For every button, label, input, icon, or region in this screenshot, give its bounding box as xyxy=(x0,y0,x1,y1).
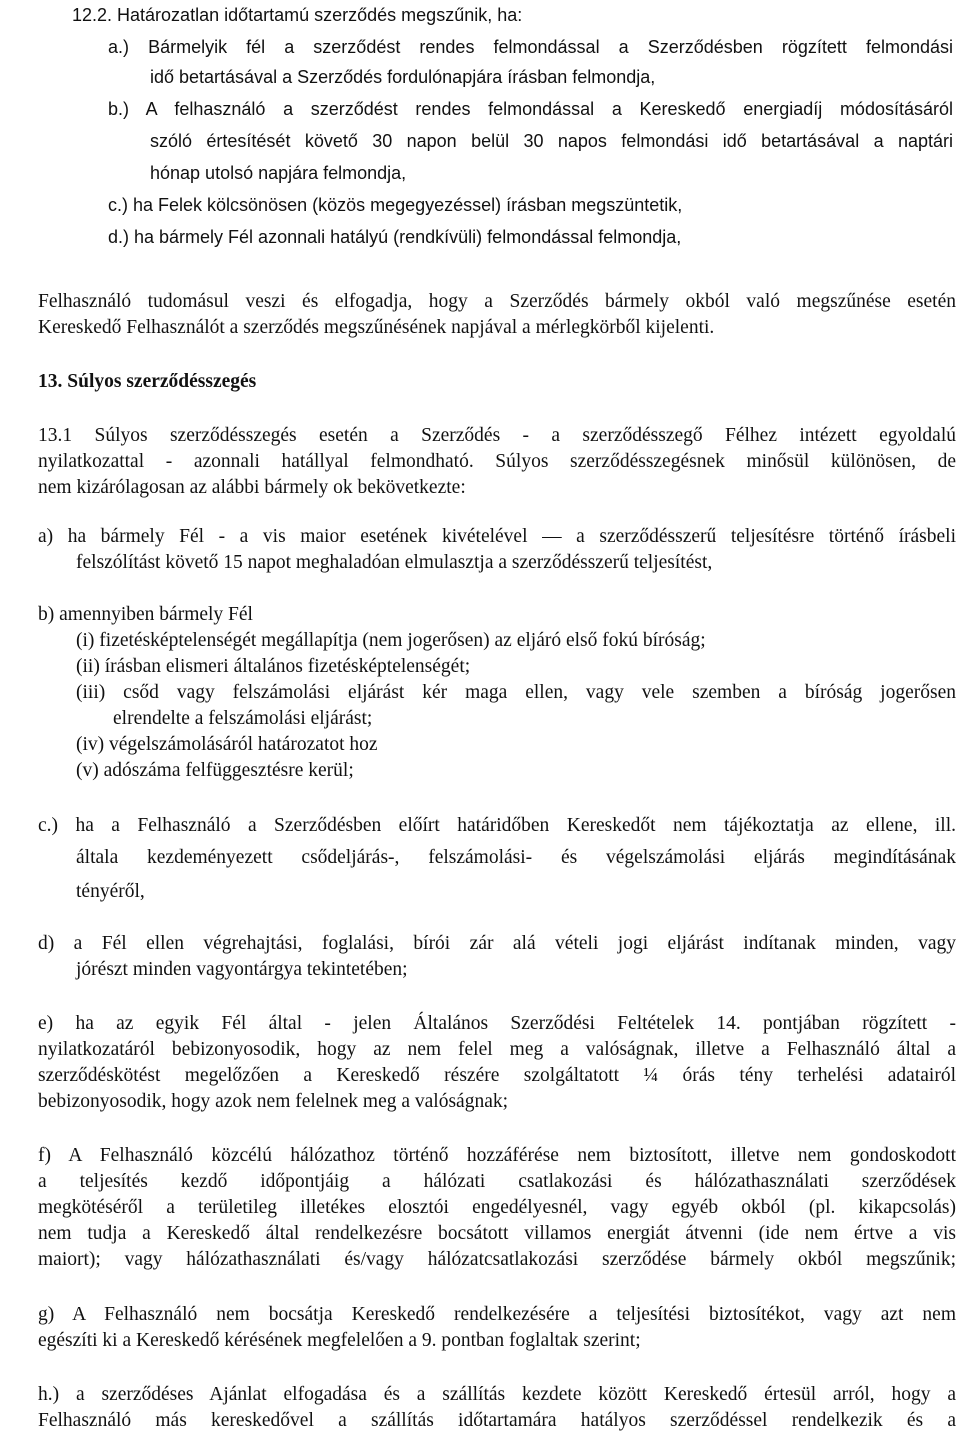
text-line: felszólítást követő 15 napot meghaladóan elmulasztja a szerződésszerű teljesítést, xyxy=(76,552,713,573)
text-line: tényéről, xyxy=(76,881,145,902)
text-line: (i) fizetésképtelenségét megállapítja (nem jogerősen) az eljáró első fokú bíróság; xyxy=(76,630,706,651)
text-line: bebizonyosodik, hogy azok nem felelnek meg a valóságnak; xyxy=(38,1091,509,1112)
text-line: szerződéskötést megelőzően a Kereskedő részére szolgáltatott ¼ órás tény terhelési adatairól xyxy=(38,1065,956,1086)
text-line: hónap utolsó napjára felmondja, xyxy=(150,163,407,183)
text-line: d.) ha bármely Fél azonnali hatályú (rendkívüli) felmondással felmondja, xyxy=(108,227,682,247)
text-line: a teljesítés kezdő időpontjáig a hálózati csatlakozási és hálózathasználati szerződések xyxy=(38,1171,956,1192)
text-line: nem tudja a Kereskedő által rendelkezésre bocsátott villamos energiát átvenni (ide nem értve a vis xyxy=(38,1223,956,1244)
text-line: egészíti ki a Kereskedő kérésének megfelelően a 9. pontban foglaltak szerint; xyxy=(38,1330,641,1351)
text-line: jórészt minden vagyontárgya tekintetében; xyxy=(76,959,408,980)
text-line: (ii) írásban elismeri általános fizetésképtelenségét; xyxy=(76,656,471,677)
text-line: (iii) csőd vagy felszámolási eljárást kér maga ellen, vagy vele szemben a bíróság jogerősen xyxy=(76,682,956,703)
text-line: (v) adószáma felfüggesztésre kerül; xyxy=(76,760,354,781)
text-line: nyilatkozatáról bebizonyosodik, hogy az nem felel meg a valóságnak, illetve a Felhasználó által a xyxy=(38,1039,956,1060)
text-line: megkötéséről a területileg illetékes elosztói engedélyesnél, vagy egyéb okból (pl. kikapcsolás) xyxy=(38,1197,956,1218)
text-line: Kereskedő Felhasználót a szerződés megszűnésének napjával a mérlegkörből kijelenti. xyxy=(38,317,715,338)
text-line: a) ha bármely Fél - a vis maior esetének kivételével — a szerződésszerű teljesítésre történő írásbeli xyxy=(38,526,956,547)
text-line: 13.1 Súlyos szerződésszegés esetén a Szerződés - a szerződésszegő Félhez intézett egyoldalú xyxy=(38,425,956,446)
text-line: g) A Felhasználó nem bocsátja Kereskedő rendelkezésére a teljesítési biztosítékot, vagy azt nem xyxy=(38,1304,956,1325)
text-line: (iv) végelszámolásáról határozatot hoz xyxy=(76,734,378,755)
text-line: elrendelte a felszámolási eljárást; xyxy=(113,708,373,729)
text-line: Felhasználó más kereskedővel a szállítás időtartamára hatályos szerződéssel rendelkezik és a xyxy=(38,1410,956,1431)
text-line: idő betartásával a Szerződés fordulónapjára írásban felmondja, xyxy=(150,67,656,87)
text-line: szóló értesítését követő 30 napon belül 30 napos felmondási idő betartásával a naptári xyxy=(150,131,953,151)
text-line: a.) Bármelyik fél a szerződést rendes felmondással a Szerződésben rögzített felmondási xyxy=(108,37,953,57)
text-line: Felhasználó tudomásul veszi és elfogadja, hogy a Szerződés bármely okból való megszűnése esetén xyxy=(38,291,956,312)
text-line: h.) a szerződéses Ajánlat elfogadása és a szállítás kezdete között Kereskedő értesül arról, hogy a xyxy=(38,1384,956,1405)
text-line: általa kezdeményezett csődeljárás-, felszámolási- és végelszámolási eljárás megindításának xyxy=(76,847,956,868)
text-line: b.) A felhasználó a szerződést rendes felmondással a Kereskedő energiadíj módosításáról xyxy=(108,99,953,119)
text-line: d) a Fél ellen végrehajtási, foglalási, bírói zár alá vételi jogi eljárást indítanak minden, vagy xyxy=(38,933,956,954)
text-line: nem kizárólagosan az alábbi bármely ok bekövetkezte: xyxy=(38,477,466,498)
text-line: b) amennyiben bármely Fél xyxy=(38,604,253,625)
section-heading: 13. Súlyos szerződésszegés xyxy=(38,371,257,392)
text-line: e) ha az egyik Fél által - jelen Általános Szerződési Feltételek 14. pontjában rögzített - xyxy=(38,1013,956,1034)
text-line: c.) ha a Felhasználó a Szerződésben előírt határidőben Kereskedőt nem tájékoztatja az ellene, ill. xyxy=(38,815,956,836)
text-line: 12.2. Határozatlan időtartamú szerződés megszűnik, ha: xyxy=(72,5,523,25)
text-line: f) A Felhasználó közcélú hálózathoz történő hozzáférése nem biztosított, illetve nem gondoskodott xyxy=(38,1145,956,1166)
text-line: c.) ha Felek kölcsönösen (közös megegyezéssel) írásban megszüntetik, xyxy=(108,195,683,215)
text-line: nyilatkozattal - azonnali hatállyal felmondható. Súlyos szerződésszegésnek minősül különösen, de xyxy=(38,451,956,472)
text-line: maiort); vagy hálózathasználati és/vagy hálózatcsatlakozási szerződése bármely okból megszűnik; xyxy=(38,1249,956,1270)
